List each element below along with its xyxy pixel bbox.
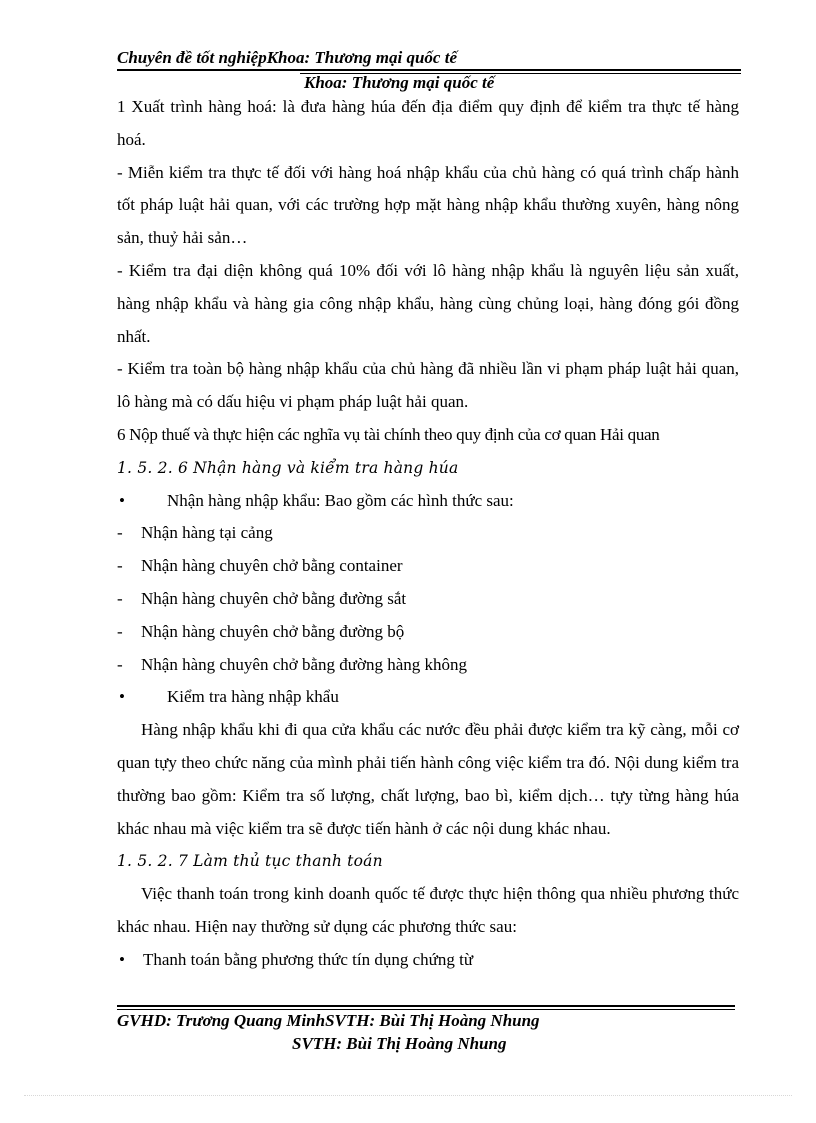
document-body bbox=[117, 91, 739, 977]
paragraph: 1 Xuất trình hàng hoá: là đưa hàng húa đến địa điểm quy định để kiểm tra thực tế hàng hoá. bbox=[117, 97, 739, 149]
dash-item bbox=[117, 550, 739, 583]
header-title: Chuyên đề tốt nghiệpKhoa: Thương mại quốc tế bbox=[117, 48, 457, 67]
dash-marker: - bbox=[117, 523, 123, 543]
bullet-marker: • bbox=[119, 949, 125, 969]
dash-item bbox=[117, 517, 739, 550]
bullet-item bbox=[117, 485, 739, 518]
paragraph: - Miễn kiểm tra thực tế đối với hàng hoá nhập khẩu của chủ hàng có quá trình chấp hành tốt pháp luật hải quan, với các trường hợp mặt hàng nhập khẩu thường xuyên, hàng nông sản, thuỷ hải sản… bbox=[117, 162, 739, 248]
page-edge-divider bbox=[24, 1095, 792, 1096]
header-subtitle: Khoa: Thương mại quốc tế bbox=[304, 73, 495, 92]
dash-item bbox=[117, 616, 739, 649]
paragraph: Việc thanh toán trong kinh doanh quốc tế được thực hiện thông qua nhiều phương thức khác nhau. Hiện nay thường sử dụng các phương thức sau: bbox=[117, 884, 739, 936]
dash-marker: - bbox=[117, 556, 123, 576]
bullet-marker: • bbox=[119, 490, 125, 510]
bullet-item bbox=[117, 944, 739, 977]
dash-text: Nhận hàng chuyên chở bằng đường bộ bbox=[141, 621, 405, 641]
dash-text: Nhận hàng chuyên chở bằng đường sắt bbox=[141, 588, 407, 608]
footer-supervisor: GVHD: Trương Quang MinhSVTH: Bùi Thị Hoàng Nhung bbox=[117, 1011, 540, 1030]
footer-rule-thick bbox=[117, 1005, 735, 1007]
bullet-text: Nhận hàng nhập khẩu: Bao gồm các hình thức sau: bbox=[167, 490, 514, 510]
bullet-marker: • bbox=[119, 687, 125, 707]
section-heading: 1. 5. 2. 6 Nhận hàng và kiểm tra hàng húa bbox=[117, 458, 459, 477]
dash-text: Nhận hàng chuyên chở bằng container bbox=[141, 556, 403, 576]
section-heading: 1. 5. 2. 7 Làm thủ tục thanh toán bbox=[117, 852, 383, 871]
dash-marker: - bbox=[117, 654, 123, 674]
dash-item bbox=[117, 583, 739, 616]
paragraph: 6 Nộp thuế và thực hiện các nghĩa vụ tài chính theo quy định của cơ quan Hải quan bbox=[117, 424, 660, 444]
dash-text: Nhận hàng chuyên chở bằng đường hàng không bbox=[141, 654, 468, 674]
header-rule-thick bbox=[117, 69, 741, 71]
paragraph: Hàng nhập khẩu khi đi qua cửa khẩu các nước đều phải được kiểm tra kỹ càng, mỗi cơ quan tựy theo chức năng của mình phải tiến hành công việc kiểm tra đó. Nội dung kiểm tra thường bao gồm: Kiểm tra số lượng, chất lượng, bao bì, kiểm dịch… tựy từng hàng húa khác nhau mà việc kiểm tra sẽ được tiến hành ở các nội dung khác nhau. bbox=[117, 720, 739, 838]
dash-item bbox=[117, 649, 739, 682]
dash-marker: - bbox=[117, 588, 123, 608]
paragraph: - Kiểm tra toàn bộ hàng nhập khẩu của chủ hàng đã nhiều lần vi phạm pháp luật hải quan, lô hàng mà có dấu hiệu vi phạm pháp luật hải quan. bbox=[117, 359, 739, 412]
bullet-item bbox=[117, 681, 739, 714]
dash-text: Nhận hàng tại cảng bbox=[141, 523, 273, 543]
bullet-text: Thanh toán bằng phương thức tín dụng chứng từ bbox=[143, 949, 474, 969]
footer-student: SVTH: Bùi Thị Hoàng Nhung bbox=[292, 1034, 507, 1053]
paragraph: - Kiểm tra đại diện không quá 10% đối với lô hàng nhập khẩu là nguyên liệu sản xuất, hàng nhập khẩu và hàng gia công nhập khẩu, hàng cùng chủng loại, hàng đóng gói đồng nhất. bbox=[117, 260, 739, 346]
footer-rule-thin bbox=[117, 1009, 735, 1010]
bullet-text: Kiểm tra hàng nhập khẩu bbox=[167, 687, 339, 707]
dash-marker: - bbox=[117, 621, 123, 641]
